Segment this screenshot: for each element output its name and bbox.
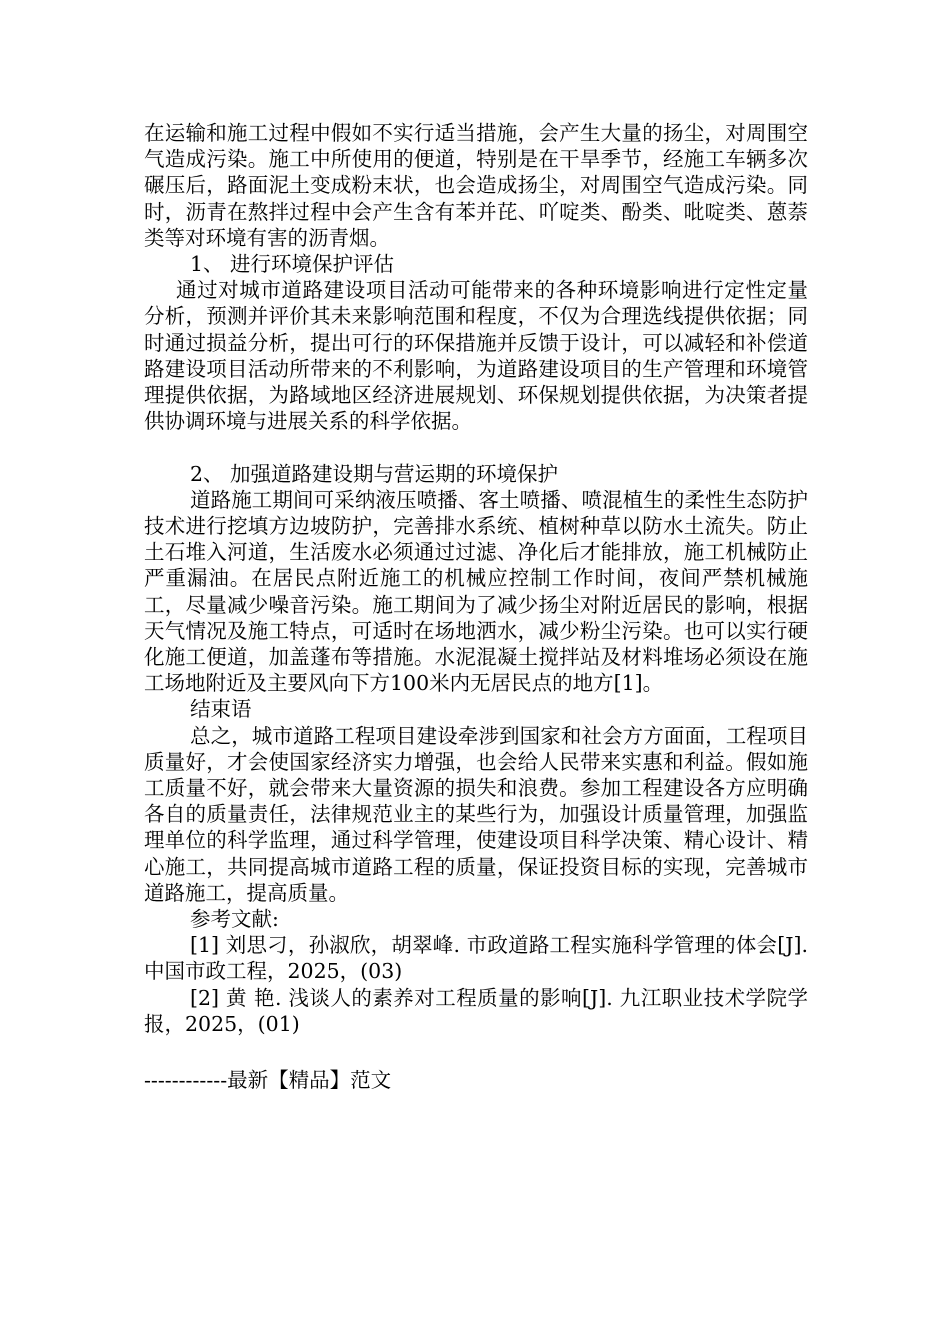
footer-note: ------------最新【精品】范文	[144, 1068, 392, 1092]
blank-line	[144, 434, 808, 460]
conclusion-paragraph: 总之，城市道路工程项目建设牵涉到国家和社会方方面面，工程项目质量好，才会使国家经济实力增强，也会给人民带来实惠和利益。假如施工质量不好，就会带来大量资源的损失和浪费。参加工程建设各方应明确各自的质量责任，法律规范业主的某些行为，加强设计质量管理，加强监理单位的科学监理，通过科学管理，使建设项目科学决策、精心设计、精心施工，共同提高城市道路工程的质量，保证投资目标的实现，完善城市道路施工，提高质量。	[144, 723, 808, 905]
reference-item-2: [2] 黄 艳. 浅谈人的素养对工程质量的影响[J]. 九江职业技术学院学报，2025，(01)	[144, 985, 808, 1036]
conclusion-heading: 结束语	[190, 697, 252, 722]
reference-item-1: [1] 刘思刁，孙淑欣，胡翠峰. 市政道路工程实施科学管理的体会[J]. 中国市政工程，2025，(03)	[144, 933, 808, 984]
document-body	[144, 120, 808, 1037]
section-heading-2: 2、 加强道路建设期与营运期的环境保护	[190, 461, 559, 486]
section-heading-1: 1、 进行环境保护评估	[190, 252, 395, 277]
paragraph-1: 通过对城市道路建设项目活动可能带来的各种环境影响进行定性定量分析，预测并评价其未来影响范围和程度，不仅为合理选线提供依据；同时通过损益分析，提出可行的环保措施并反馈于设计，可以减轻和补偿道路建设项目活动所带来的不利影响，为道路建设项目的生产管理和环境管理提供依据，为路域地区经济进展规划、环保规划提供依据，为决策者提供协调环境与进展关系的科学依据。	[144, 278, 808, 434]
paragraph-2: 道路施工期间可采纳液压喷播、客土喷播、喷混植生的柔性生态防护技术进行挖填方边坡防护，完善排水系统、植树种草以防水土流失。防止土石堆入河道，生活废水必须通过过滤、净化后才能排放，施工机械防止严重漏油。在居民点附近施工的机械应控制工作时间，夜间严禁机械施工，尽量减少噪音污染。施工期间为了减少扬尘对附近居民的影响，根据天气情况及施工特点，可适时在场地洒水，减少粉尘污染。也可以实行硬化施工便道，加盖蓬布等措施。水泥混凝土搅拌站及材料堆场必须设在施工场地附近及主要风向下方100米内无居民点的地方[1]。	[144, 487, 808, 696]
intro-paragraph: 在运输和施工过程中假如不实行适当措施，会产生大量的扬尘，对周围空气造成污染。施工中所使用的便道，特别是在干旱季节，经施工车辆多次碾压后，路面泥土变成粉末状，也会造成扬尘，对周围空气造成污染。同时，沥青在熬拌过程中会产生含有苯并芘、吖啶类、酚类、吡啶类、蒽萘类等对环境有害的沥青烟。	[144, 121, 808, 250]
references-heading: 参考文献:	[190, 907, 279, 932]
